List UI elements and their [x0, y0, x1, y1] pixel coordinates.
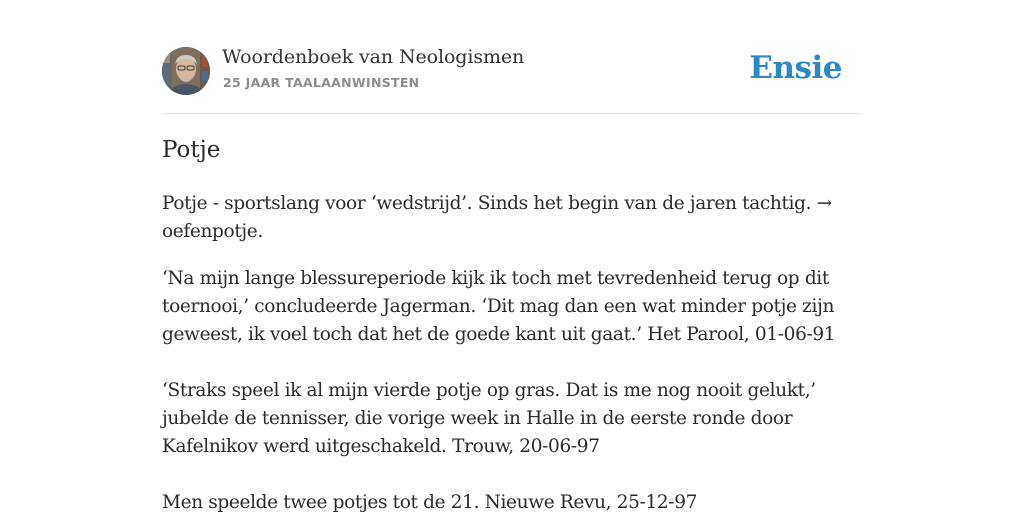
entry-content [162, 190, 862, 512]
brand-logo[interactable]: Ensie [749, 50, 842, 86]
site-tagline: 25 JAAR TAALAANWINSTEN [223, 75, 420, 90]
header-divider [162, 113, 862, 114]
author-portrait-icon [162, 47, 210, 95]
entry-definition: Potje - sportslang voor ‘wedstrijd’. Sinds het begin van de jaren tachtig. → oefenpotje. [162, 193, 832, 242]
site-name[interactable]: Woordenboek van Neologismen [222, 46, 525, 68]
page [162, 0, 862, 512]
entry-quote: ‘Na mijn lange blessureperiode kijk ik toch met tevredenheid terug op dit toernooi,’ concludeerde Jagerman. ‘Dit mag dan een wat minder potje zijn geweest, ik voel toch dat het de goede kant uit gaat.’ Het Parool, 01-06-91 [162, 268, 836, 345]
entry-title: Potje [162, 137, 221, 163]
entry-quote: ‘Straks speel ik al mijn vierde potje op gras. Dat is me nog nooit gelukt,’ jubelde de tennisser, die vorige week in Halle in de eerste ronde door Kafelnikov werd uitgeschakeld. Trouw, 20-06-97 [162, 380, 816, 457]
author-avatar[interactable] [162, 47, 210, 95]
entry-quote: Men speelde twee potjes tot de 21. Nieuwe Revu, 25-12-97 [162, 492, 698, 512]
site-header [162, 46, 862, 96]
